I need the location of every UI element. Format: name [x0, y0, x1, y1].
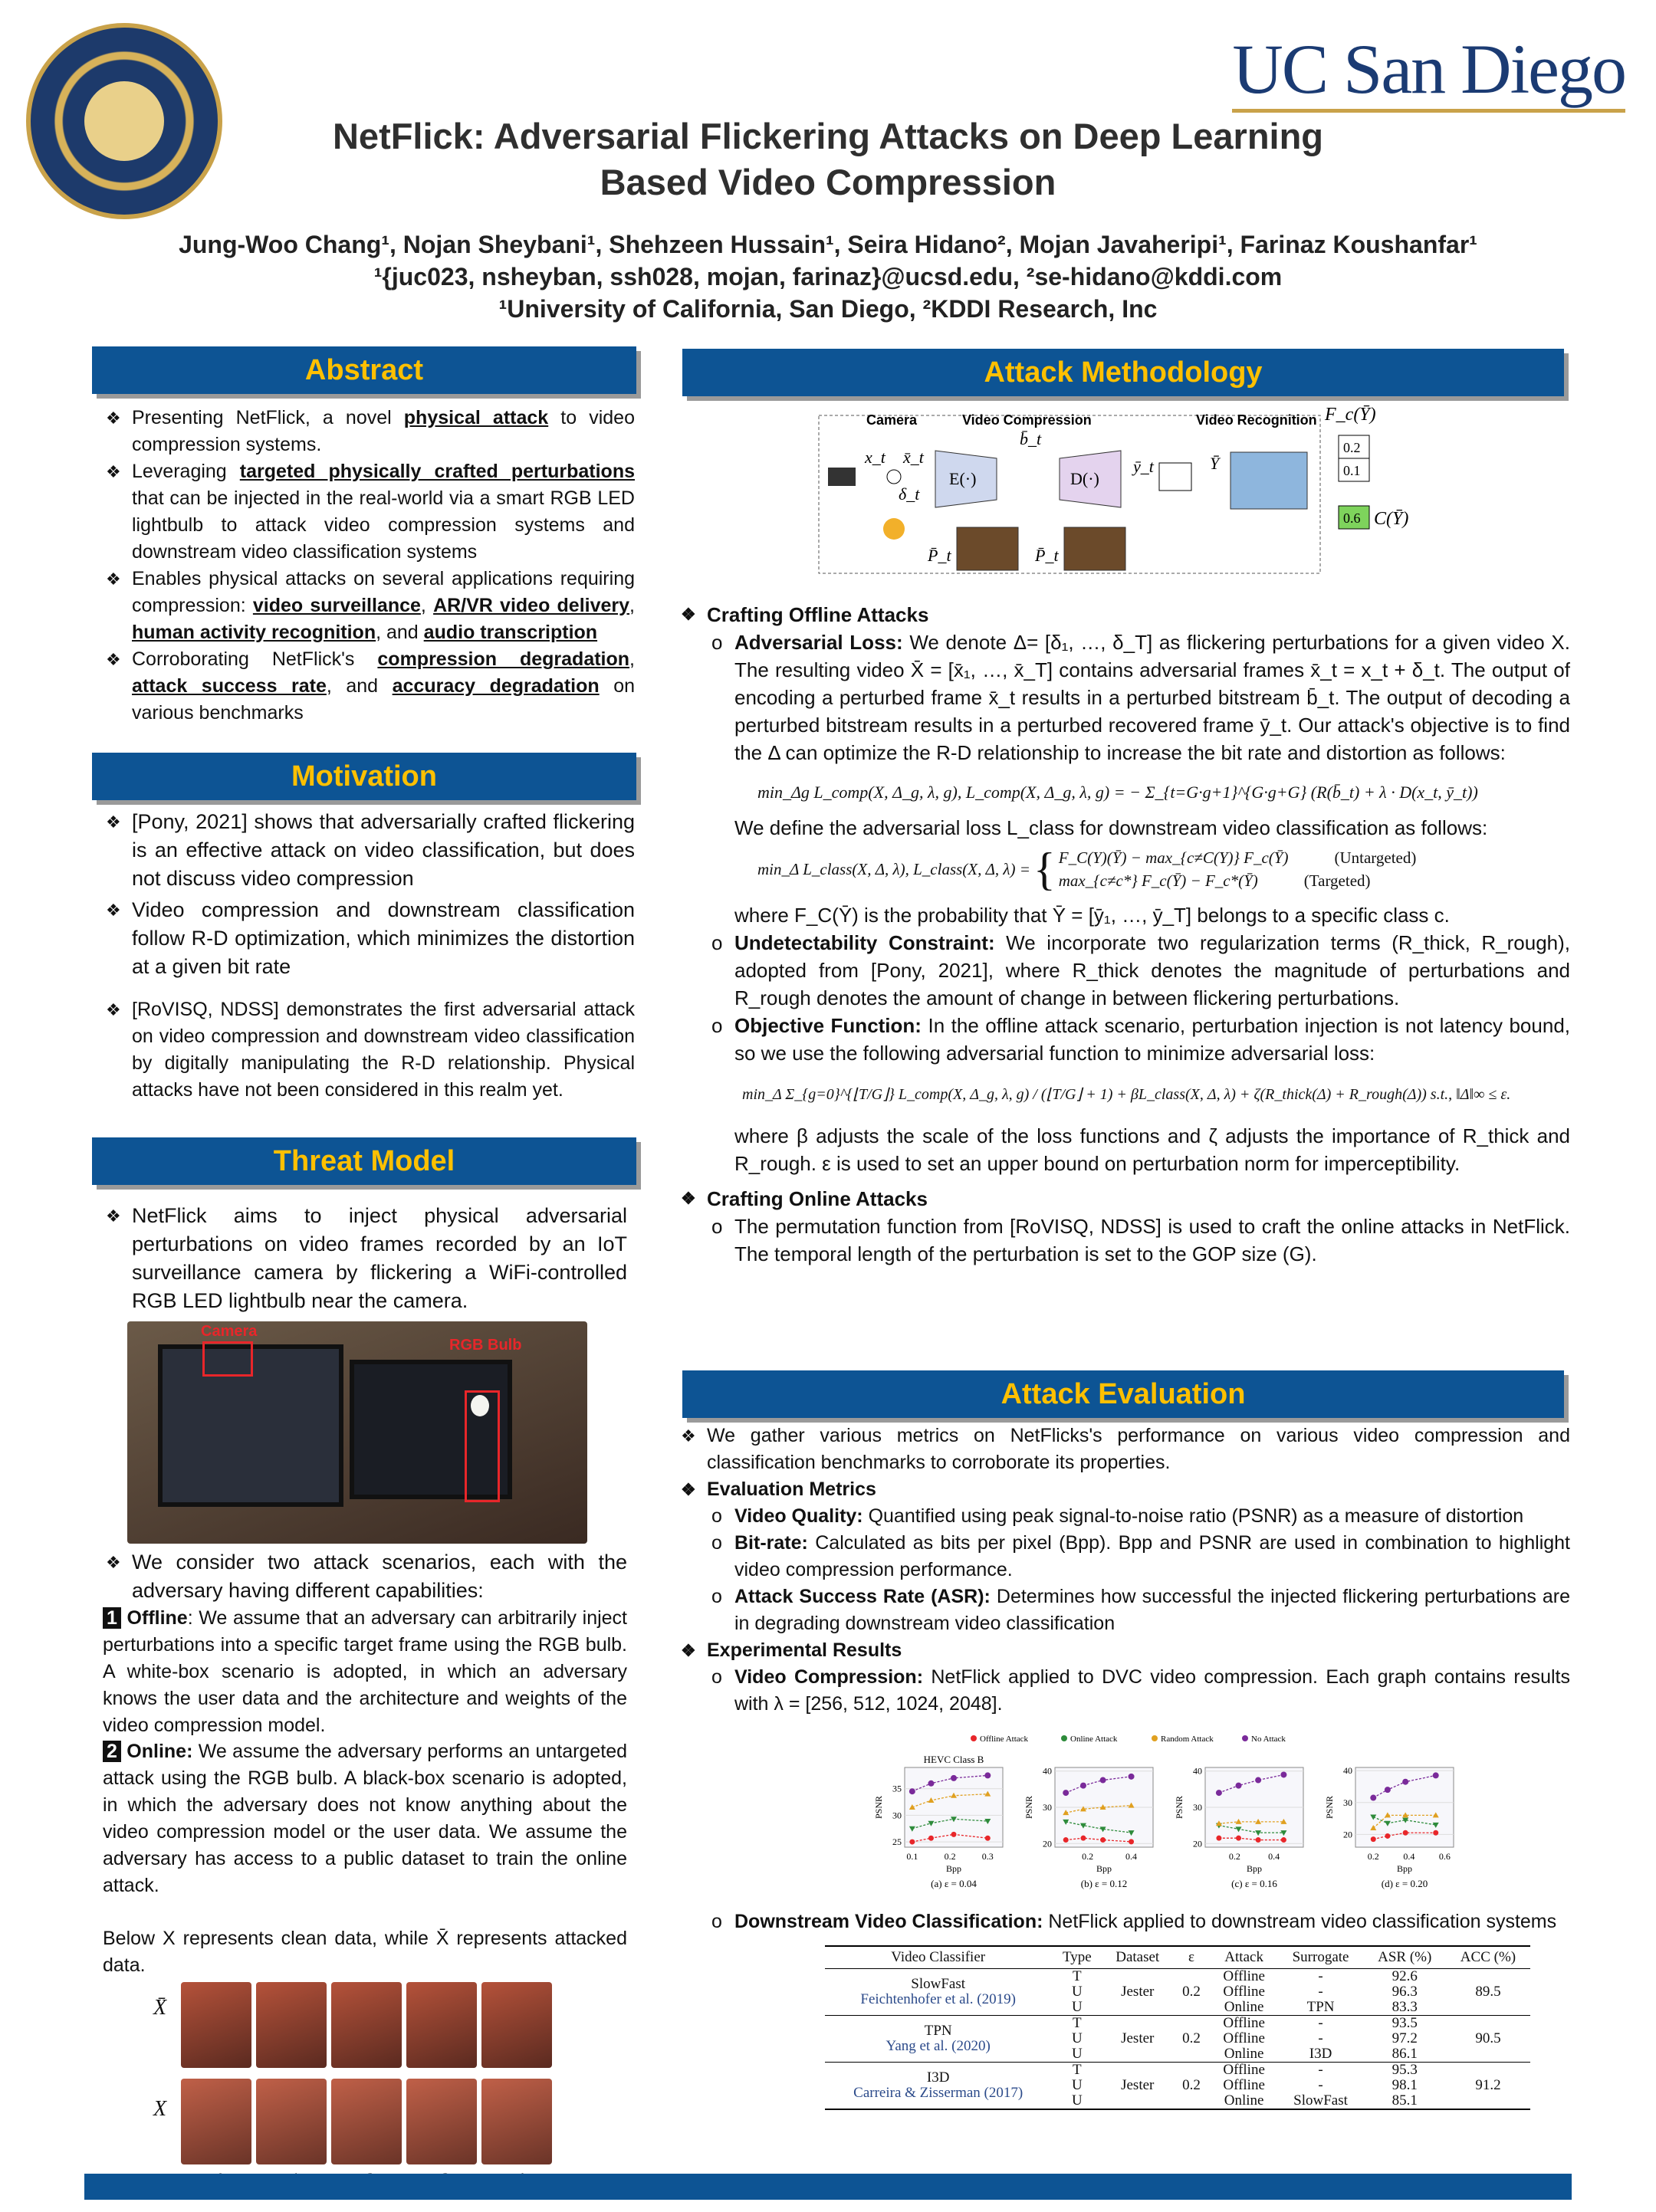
table-cell: U [1071, 2046, 1083, 2062]
table-cell: - [1318, 2030, 1323, 2046]
table-header: ASR (%) [1364, 1946, 1446, 1969]
attacked-frame [331, 1982, 402, 2068]
svg-text:b̄_t: b̄_t [1020, 429, 1042, 448]
table-cell: 93.5 [1392, 2015, 1418, 2031]
data-point [1281, 1837, 1286, 1843]
data-point [951, 1832, 957, 1837]
psnr-charts [866, 1731, 1464, 1904]
table-header: ε [1172, 1946, 1211, 1969]
motivation-body [106, 808, 635, 1104]
legend-label: Random Attack [1161, 1734, 1214, 1744]
motivation-heading: Motivation [92, 753, 636, 800]
affiliations: ¹University of California, San Diego, ²KDDI Research, Inc [498, 295, 1158, 323]
camera-highlight-box [202, 1341, 253, 1377]
table-cell: 89.5 [1475, 1984, 1501, 2000]
data-point [1216, 1836, 1221, 1841]
table-cell: Online [1224, 2046, 1264, 2062]
equation-2: min_Δ L_class(X, Δ, λ), L_class(X, Δ, λ) = { F_C(Y)(Ȳ) − max_{c≠C(Y)} F_c(Ȳ) (Untargeted) max_{c≠c*} F_c(Ȳ) − F_c*(Ȳ) (Targeted) [757, 844, 1417, 894]
abstract-bullet-1: ❖ Presenting NetFlick, a novel physical attack to video compression systems. [106, 405, 635, 458]
x-axis-label: Bpp [945, 1863, 962, 1874]
x-axis-label: Bpp [1396, 1863, 1413, 1874]
classifier-citation: Feichtenhofer et al. (2019) [860, 1991, 1016, 2007]
table-cell: 86.1 [1392, 2046, 1418, 2062]
chart-caption: (d) ε = 0.20 [1381, 1878, 1428, 1889]
svg-text:x_t: x_t [865, 448, 886, 467]
diagram-camera-label: Camera [866, 412, 918, 428]
chart-caption: (c) ε = 0.16 [1231, 1878, 1277, 1889]
threat-heading: Threat Model [92, 1137, 636, 1185]
y-tick-label: 30 [1043, 1802, 1052, 1813]
motivation-bullet-3: ❖ [RoVISQ, NDSS] demonstrates the first adversarial attack on video compression and downstream video classification by digitally manipulating the R-D relationship. Physical attacks have not been considered in this realm yet. [106, 996, 635, 1104]
data-point [909, 1788, 915, 1794]
footer-bar [84, 2174, 1572, 2200]
data-point [985, 1836, 991, 1841]
data-point [909, 1840, 915, 1845]
class-loss-intro: We define the adversarial loss L_class for downstream video classification as follows: [734, 816, 1488, 839]
data-point [1385, 1787, 1391, 1793]
data-point [1280, 1771, 1286, 1777]
data-point [1063, 1790, 1069, 1796]
abstract-bullet-4: ❖ Corroborating NetFlick's compression degradation, attack success rate, and accuracy degradation on various benchmarks [106, 646, 635, 727]
online-heading: ❖ Crafting Online Attacks [681, 1185, 1570, 1213]
x-tick-label: 0.2 [1367, 1851, 1379, 1862]
undetectability: o Undetectability Constraint: We incorporate two regularization terms (R_thick, R_rough), adopted from [Pony, 2021], where R_thick denotes the magnitude of perturbations and R_rough denotes the amount of change in between flickering perturbations. [681, 929, 1570, 1012]
y-axis-label: PSNR [1324, 1795, 1335, 1820]
table-cell: 0.2 [1182, 1984, 1201, 2000]
table-header: ACC (%) [1446, 1946, 1530, 1969]
svg-text:δ_t: δ_t [899, 484, 920, 504]
table-cell: Online [1224, 1999, 1264, 2015]
attacked-frame [256, 1982, 327, 2068]
table-cell: 98.1 [1392, 2077, 1418, 2093]
data-point [1370, 1795, 1376, 1801]
y-tick-label: 30 [892, 1810, 902, 1821]
clean-frame [256, 2079, 327, 2164]
data-notation-note: Below X represents clean data, while X̄ represents attacked data. [103, 1928, 627, 1976]
legend-marker [1242, 1735, 1248, 1741]
table-row [825, 2016, 1530, 2032]
table-cell: U [1071, 2077, 1083, 2093]
metrics-heading: ❖ Evaluation Metrics [681, 1476, 1570, 1503]
motivation-bullet-1: ❖ [Pony, 2021] shows that adversarially crafted flickering is an effective attack on video classification, but does not discuss video compression [106, 808, 635, 893]
prob-1: 0.2 [1343, 440, 1361, 455]
chart-title: HEVC Class B [923, 1754, 984, 1765]
table-cell: - [1318, 2062, 1323, 2078]
data-point [1129, 1774, 1135, 1780]
table-row [825, 1969, 1530, 1985]
x-tick-label: 0.4 [1403, 1851, 1415, 1862]
table-cell: U [1071, 1984, 1083, 2000]
table-cell: TPN [1306, 1999, 1335, 2015]
chart-caption: (b) ε = 0.12 [1080, 1878, 1128, 1889]
legend-label: Online Attack [1070, 1734, 1118, 1744]
data-point [1433, 1830, 1438, 1836]
y-tick-label: 40 [1193, 1765, 1202, 1777]
evaluation-heading: Attack Evaluation [682, 1370, 1564, 1418]
table-cell: Jester [1121, 1984, 1155, 2000]
table-cell: U [1071, 1999, 1083, 2015]
prob-3: 0.6 [1343, 510, 1361, 526]
eval-intro: ❖ We gather various metrics on NetFlicks's performance on various video compression and classification benchmarks to corroborate its properties. [681, 1423, 1570, 1476]
table-cell: T [1073, 2062, 1082, 2078]
setup-photo [127, 1321, 587, 1544]
svg-text:x̄_t: x̄_t [903, 448, 924, 467]
table-cell: - [1318, 2077, 1323, 2093]
perturbed-frames-2 [1064, 527, 1125, 570]
clean-frame [481, 2079, 552, 2164]
classifier-citation: Carreira & Zisserman (2017) [853, 2085, 1024, 2101]
table-cell: Online [1224, 2092, 1264, 2109]
table-cell: - [1318, 2015, 1323, 2031]
table-cell [825, 1969, 1051, 2016]
data-point [1433, 1772, 1439, 1778]
chart-caption: (a) ε = 0.04 [931, 1878, 977, 1889]
bulb-icon [883, 518, 905, 540]
data-point [1080, 1836, 1086, 1841]
clean-frame [406, 2079, 477, 2164]
table-header: Dataset [1102, 1946, 1172, 1969]
data-point [1216, 1790, 1222, 1796]
data-point [1236, 1836, 1241, 1841]
where-prob: where F_C(Ȳ) is the probability that Ȳ = [ȳ₁, …, ȳ_T] belongs to a specific class c. [734, 904, 1450, 927]
y-tick-label: 20 [1193, 1838, 1202, 1849]
table-row [825, 2063, 1530, 2079]
legend-marker [1152, 1735, 1158, 1741]
legend-label: No Attack [1251, 1734, 1286, 1744]
table-cell: Offline [1223, 2077, 1265, 2093]
x-tick-label: 0.2 [1228, 1851, 1240, 1862]
offline-heading: ❖ Crafting Offline Attacks [681, 601, 1570, 628]
y-tick-label: 40 [1043, 1765, 1052, 1777]
data-point [1403, 1830, 1408, 1836]
ucsd-logo: UC San Diego [1232, 29, 1625, 113]
adversarial-loss: o Adversarial Loss: We denote Δ= [δ₁, …, δ_T] as flickering perturbations for a given video X. The resulting video X̄ = [x̄₁, …, x̄_T] contains adversarial frames x̄_t = x_t + δ_t. The output of encoding a perturbed frame x̄_t results in a perturbed bitstream b̄_t. The output of decoding a perturbed bitstream results in a perturbed recovered frame ȳ_t. Our attack's objective is to find the Δ can optimize the R-D relationship to increase the bit rate and distortion as follows: [681, 628, 1570, 766]
table-cell: 91.2 [1475, 2077, 1501, 2093]
y-tick-label: 30 [1193, 1802, 1202, 1813]
scenario-number-1: 1 [103, 1607, 121, 1629]
x-axis-label: Bpp [1096, 1863, 1112, 1874]
table-cell: T [1073, 1968, 1082, 1984]
metric-bitrate: o Bit-rate: Calculated as bits per pixel (Bpp). Bpp and PSNR are used in combination to highlight video compression performance. [681, 1530, 1570, 1584]
table-cell: Jester [1121, 2077, 1155, 2093]
title-line-2: Based Video Compression [600, 162, 1056, 202]
row-label-attacked: X̄ [153, 1996, 167, 2020]
data-point [1371, 1836, 1376, 1842]
data-point [928, 1836, 934, 1841]
table-cell: Jester [1121, 2030, 1155, 2046]
threat-bullet-1: ❖ NetFlick aims to inject physical adversarial perturbations on video frames recorded by an IoT surveillance camera by flickering a WiFi-controlled RGB LED lightbulb near the camera. [106, 1202, 627, 1315]
table-cell: - [1318, 1968, 1323, 1984]
diagram-recognition-label: Video Recognition [1196, 412, 1317, 428]
table-header: Attack [1211, 1946, 1278, 1969]
classifier-name: TPN [924, 2023, 952, 2039]
evaluation-body [681, 1423, 1570, 1718]
table-cell: 0.2 [1182, 2077, 1201, 2093]
classifier-name: SlowFast [911, 1976, 966, 1992]
table-header: Video Classifier [825, 1946, 1051, 1969]
table-cell: Offline [1223, 1968, 1265, 1984]
x-tick-label: 0.2 [1082, 1851, 1094, 1862]
video-icon [1159, 463, 1191, 491]
method-body [681, 601, 1570, 1268]
equation-3: min_Δ Σ_{g=0}^{⌊T/G⌋} L_comp(X, Δ_g, λ, g) / (⌊T/G⌋ + 1) + βL_class(X, Δ, λ) + ζ(R_thick(Δ) + R_rough(Δ)) s.t., ‖Δ‖∞ ≤ ε. [742, 1086, 1511, 1103]
authors: Jung-Woo Chang¹, Nojan Sheybani¹, Shehzeen Hussain¹, Seira Hidano², Mojan Javaheripi¹, Farinaz Koushanfar¹ [179, 231, 1477, 258]
prob-2: 0.1 [1343, 463, 1361, 478]
y-tick-label: 30 [1343, 1797, 1352, 1808]
motivation-bullet-2: ❖ Video compression and downstream classification follow R-D optimization, which minimizes the distortion at a given bit rate [106, 896, 635, 981]
results-table [825, 1945, 1530, 2110]
y-tick-label: 20 [1043, 1838, 1052, 1849]
bulb-icon [471, 1395, 489, 1416]
classifier-citation: Yang et al. (2020) [886, 2038, 991, 2054]
table-cell [825, 2063, 1051, 2110]
data-point [1236, 1783, 1242, 1789]
table-cell: 90.5 [1475, 2030, 1501, 2046]
y-tick-label: 20 [1343, 1829, 1352, 1840]
data-point [1063, 1837, 1069, 1843]
abstract-body [106, 405, 635, 727]
scenario-online: 2 Online: We assume the adversary performs an untargeted attack using the RGB bulb. A black-box scenario is adopted, in which the adversary does not know anything about the video compression model or the user data. We assume the adversary has access to a public dataset to train the online attack. [103, 1741, 627, 1896]
title-line-1: NetFlick: Adversarial Flickering Attacks on Deep Learning [332, 116, 1324, 156]
perturbed-frames-1 [957, 527, 1018, 570]
svg-text:ȳ_t: ȳ_t [1133, 457, 1154, 476]
abstract-heading: Abstract [92, 346, 636, 394]
table-cell [825, 2016, 1051, 2063]
svg-text:E(·): E(·) [949, 469, 977, 488]
y-tick-label: 35 [892, 1783, 902, 1794]
diagram-cy: C(Ȳ) [1374, 509, 1409, 529]
online-text: o The permutation function from [RoVISQ, NDSS] is used to craft the online attacks in NetFlick. The temporal length of the perturbation is set to the GOP size (G). [681, 1213, 1570, 1268]
equation-1: min_Δg L_comp(X, Δ_g, λ, g), L_comp(X, Δ_g, λ, g) = − Σ_{t=G·g+1}^{G·g+G} (R(b̄_t) + λ · D(x_t, ȳ_t)) [757, 783, 1478, 802]
table-cell: 97.2 [1392, 2030, 1418, 2046]
x-tick-label: 0.2 [944, 1851, 956, 1862]
y-axis-label: PSNR [873, 1795, 884, 1820]
emails: ¹{juc023, nsheyban, ssh028, mojan, farinaz}@ucsd.edu, ²se-hidano@kddi.com [373, 263, 1283, 290]
table-cell: Offline [1223, 2030, 1265, 2046]
results-table-wrap [825, 1945, 1530, 2110]
camera-icon [828, 468, 856, 486]
abstract-bullet-2: ❖ Leveraging targeted physically crafted perturbations that can be injected in the real-world via a smart RGB LED lightbulb to attack video compression systems and downstream video classification systems [106, 458, 635, 566]
legend-label: Offline Attack [980, 1734, 1029, 1744]
x-tick-label: 0.1 [906, 1851, 918, 1862]
scenario-number-2: 2 [103, 1741, 121, 1762]
scenario-offline: 1 Offline: We assume that an adversary can arbitrarily inject perturbations into a specific target frame using the RGB bulb. A white-box scenario is adopted, in which an adversary knows the user data and the architecture and weights of the video compression model. [103, 1607, 627, 1736]
data-point [1385, 1833, 1390, 1839]
classifier-name: I3D [926, 2069, 950, 2086]
row-label-clean: X [153, 2097, 167, 2121]
metric-video-quality: o Video Quality: Quantified using peak signal-to-noise ratio (PSNR) as a measure of distortion [681, 1503, 1570, 1530]
experimental-heading: ❖ Experimental Results [681, 1637, 1570, 1664]
diagram-fc: F_c(Ȳ) [1325, 405, 1376, 425]
table-cell: Offline [1223, 1984, 1265, 2000]
table-header-row [825, 1946, 1530, 1969]
data-point [1100, 1837, 1106, 1843]
table-cell: 83.3 [1392, 1999, 1418, 2015]
table-cell: 96.3 [1392, 1984, 1418, 2000]
table-cell: Offline [1223, 2015, 1265, 2031]
y-tick-label: 40 [1343, 1765, 1352, 1777]
y-axis-label: PSNR [1174, 1795, 1184, 1820]
clean-frame [181, 2079, 251, 2164]
data-point [1255, 1777, 1261, 1784]
svg-text:Ȳ: Ȳ [1210, 454, 1220, 473]
table-cell: SlowFast [1293, 2092, 1348, 2109]
rgb-bulb-label: RGB Bulb [449, 1337, 522, 1354]
attacked-frame [181, 1982, 251, 2068]
threat-bullet-2: ❖ We consider two attack scenarios, each with the adversary having different capabilities: [106, 1548, 627, 1605]
table-header: Surrogate [1278, 1946, 1364, 1969]
legend-marker [971, 1735, 977, 1741]
x-tick-label: 0.4 [1268, 1851, 1280, 1862]
data-point [1080, 1783, 1086, 1789]
attacked-frame [481, 1982, 552, 2068]
table-cell: U [1071, 2092, 1083, 2109]
data-point [1402, 1779, 1408, 1785]
author-block [0, 228, 1656, 325]
pipeline-diagram [813, 399, 1426, 576]
objective-function: o Objective Function: In the offline attack scenario, perturbation injection is not latency bound, so we use the following adversarial function to minimize adversarial loss: [681, 1012, 1570, 1067]
table-cell: - [1318, 1984, 1323, 2000]
poster-title [0, 113, 1656, 205]
video-compression-result: o Video Compression: NetFlick applied to DVC video compression. Each graph contains results with λ = [256, 512, 1024, 2048]. [681, 1664, 1570, 1718]
where-beta: where β adjusts the scale of the loss functions and ζ adjusts the importance of R_thick and R_rough. ε is used to set an upper bound on perturbation norm for imperceptibility. [734, 1124, 1570, 1175]
abstract-bullet-3: ❖ Enables physical attacks on several applications requiring compression: video surveillance, AR/VR video delivery, human activity recognition, and audio transcription [106, 566, 635, 646]
table-cell: 0.2 [1182, 2030, 1201, 2046]
attacked-frame [406, 1982, 477, 2068]
metric-asr: o Attack Success Rate (ASR): Determines how successful the injected flickering perturbations are in degrading downstream video classification [681, 1584, 1570, 1637]
cnn-block [1230, 452, 1307, 509]
svg-text:P̄_t: P̄_t [1035, 546, 1059, 565]
data-point [1256, 1837, 1261, 1843]
table-cell: T [1073, 2015, 1082, 2031]
table-cell: 95.3 [1392, 2062, 1418, 2078]
sum-node [887, 470, 901, 484]
y-tick-label: 25 [892, 1836, 902, 1848]
x-tick-label: 0.6 [1438, 1851, 1451, 1862]
table-cell: U [1071, 2030, 1083, 2046]
data-point [928, 1780, 934, 1787]
clean-frame [331, 2079, 402, 2164]
table-cell: Offline [1223, 2062, 1265, 2078]
x-tick-label: 0.3 [981, 1851, 994, 1862]
data-point [984, 1772, 991, 1778]
table-cell: 85.1 [1392, 2092, 1418, 2109]
diagram-compression-label: Video Compression [962, 412, 1092, 428]
table-cell: I3D [1309, 2046, 1332, 2062]
methodology-heading: Attack Methodology [682, 349, 1564, 396]
x-tick-label: 0.4 [1125, 1851, 1138, 1862]
camera-label: Camera [201, 1323, 258, 1340]
x-axis-label: Bpp [1246, 1863, 1263, 1874]
data-point [1100, 1777, 1106, 1784]
legend-marker [1061, 1735, 1067, 1741]
svg-text:P̄_t: P̄_t [928, 546, 951, 565]
table-cell: 92.6 [1392, 1968, 1418, 1984]
svg-text:D(·): D(·) [1070, 469, 1099, 488]
y-axis-label: PSNR [1024, 1795, 1034, 1820]
table-header: Type [1051, 1946, 1102, 1969]
downstream-result: o Downstream Video Classification: NetFlick applied to downstream video classification systems [681, 1908, 1570, 1935]
data-point [951, 1775, 957, 1781]
data-point [1129, 1839, 1134, 1844]
